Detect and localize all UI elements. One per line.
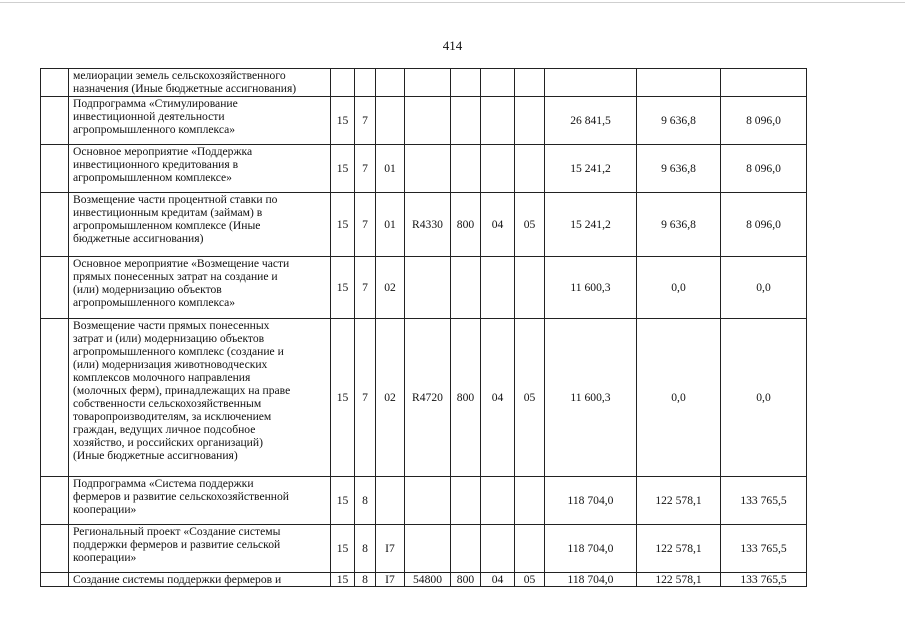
expense-direction-code-cell: R4720 [405,319,451,477]
row-name-line: агропромышленного комплекс (создание и [73,345,284,358]
row-name-line: агропромышленном комплексе (Иные [73,219,261,232]
state-program-code-cell [331,69,355,97]
year-1-amount-cell: 15 241,2 [545,145,637,193]
expense-type-code-cell: 800 [451,573,481,587]
year-2-amount-cell: 0,0 [637,257,721,319]
activity-code-cell [376,477,405,525]
year-2-amount-cell: 9 636,8 [637,193,721,257]
year-3-amount-cell: 0,0 [721,319,807,477]
row-name-line: (или) модернизация животноводческих [73,358,268,371]
section-code-cell [481,97,515,145]
row-name-line: Основное мероприятие «Поддержка [73,145,253,158]
row-name-line: инвестиционным кредитам (займам) в [73,206,263,219]
row-name-cell [69,477,331,525]
year-1-amount-cell: 118 704,0 [545,477,637,525]
subprogram-code-cell: 8 [355,573,376,587]
table-row [41,193,807,257]
subprogram-code-cell: 7 [355,257,376,319]
row-number-cell [41,145,69,193]
year-1-amount-cell: 118 704,0 [545,573,637,587]
activity-code-cell: 02 [376,257,405,319]
state-program-code-cell: 15 [331,525,355,573]
row-name-cell [69,145,331,193]
expense-type-code-cell [451,69,481,97]
row-name-line: Возмещение части процентной ставки по [73,193,278,206]
section-code-cell [481,477,515,525]
row-name-line: агропромышленном комплексе» [73,171,232,184]
table-row [41,69,807,97]
year-2-amount-cell: 0,0 [637,319,721,477]
year-1-amount-cell: 11 600,3 [545,319,637,477]
row-name-cell [69,97,331,145]
year-1-amount-cell: 15 241,2 [545,193,637,257]
section-code-cell: 04 [481,573,515,587]
expense-direction-code-cell [405,257,451,319]
activity-code-cell: 01 [376,193,405,257]
row-number-cell [41,69,69,97]
row-name-line: (или) модернизацию объектов [73,283,222,296]
row-number-cell [41,477,69,525]
expense-direction-code-cell [405,525,451,573]
subprogram-code-cell [355,69,376,97]
row-name-line: бюджетные ассигнования) [73,232,204,245]
state-program-code-cell: 15 [331,477,355,525]
row-name-line: мелиорации земель сельскохозяйственного [73,69,286,82]
year-3-amount-cell: 8 096,0 [721,97,807,145]
activity-code-cell [376,97,405,145]
row-name-line: Возмещение части прямых понесенных [73,319,270,332]
row-name-line: кооперации» [73,551,137,564]
expense-type-code-cell: 800 [451,319,481,477]
row-number-cell [41,319,69,477]
table-row [41,477,807,525]
row-name-line: (молочных ферм), принадлежащих на праве [73,384,291,397]
expense-direction-code-cell [405,145,451,193]
row-name-cell [69,69,331,97]
table-row [41,145,807,193]
subsection-code-cell [515,145,545,193]
activity-code-cell: 01 [376,145,405,193]
expense-type-code-cell: 800 [451,193,481,257]
state-program-code-cell: 15 [331,97,355,145]
subsection-code-cell [515,477,545,525]
activity-code-cell: I7 [376,525,405,573]
subsection-code-cell: 05 [515,319,545,477]
row-name-cell [69,525,331,573]
activity-code-cell: 02 [376,319,405,477]
row-name-line: агропромышленного комплекса» [73,296,236,309]
subprogram-code-cell: 8 [355,477,376,525]
state-program-code-cell: 15 [331,573,355,587]
table-row [41,319,807,477]
section-code-cell [481,257,515,319]
row-name-line: Подпрограмма «Система поддержки [73,477,254,490]
expense-direction-code-cell: 54800 [405,573,451,587]
year-3-amount-cell [721,69,807,97]
subprogram-code-cell: 7 [355,319,376,477]
row-name-line: инвестиционной деятельности [73,110,225,123]
scan-top-edge-line [0,2,905,3]
year-2-amount-cell: 122 578,1 [637,477,721,525]
row-name-line: кооперации» [73,503,137,516]
row-name-line: инвестиционного кредитования в [73,158,239,171]
expense-type-code-cell [451,257,481,319]
subprogram-code-cell: 8 [355,525,376,573]
year-2-amount-cell: 122 578,1 [637,573,721,587]
state-program-code-cell: 15 [331,257,355,319]
year-3-amount-cell: 133 765,5 [721,477,807,525]
activity-code-cell: I7 [376,573,405,587]
row-number-cell [41,97,69,145]
page-number: 414 [442,38,463,53]
row-number-cell [41,573,69,587]
row-name-line: Основное мероприятие «Возмещение части [73,257,290,270]
table-row [41,97,807,145]
subprogram-code-cell: 7 [355,145,376,193]
table-row [41,257,807,319]
state-program-code-cell: 15 [331,145,355,193]
year-3-amount-cell: 8 096,0 [721,193,807,257]
activity-code-cell [376,69,405,97]
row-name-cell [69,257,331,319]
year-3-amount-cell: 8 096,0 [721,145,807,193]
row-name-line: (Иные бюджетные ассигнования) [73,449,238,462]
table-row [41,573,807,587]
row-name-line: комплексов молочного направления [73,371,251,384]
expense-direction-code-cell [405,69,451,97]
year-3-amount-cell: 0,0 [721,257,807,319]
row-name-cell [69,193,331,257]
subsection-code-cell [515,525,545,573]
row-name-line: товаропроизводителям, за исключением [73,410,272,423]
subprogram-code-cell: 7 [355,97,376,145]
row-name-line: собственности сельскохозяйственным [73,397,262,410]
subsection-code-cell: 05 [515,193,545,257]
row-name-line: прямых понесенных затрат на создание и [73,270,278,283]
row-name-line: Создание системы поддержки фермеров и [73,573,282,586]
year-2-amount-cell: 122 578,1 [637,525,721,573]
expense-type-code-cell [451,477,481,525]
year-2-amount-cell: 9 636,8 [637,97,721,145]
row-name-line: граждан, ведущих личное подсобное [73,423,256,436]
year-2-amount-cell: 9 636,8 [637,145,721,193]
expense-direction-code-cell: R4330 [405,193,451,257]
expense-type-code-cell [451,525,481,573]
row-name-line: фермеров и развитие сельскохозяйственной [73,490,289,503]
section-code-cell [481,69,515,97]
year-3-amount-cell: 133 765,5 [721,525,807,573]
section-code-cell: 04 [481,193,515,257]
subsection-code-cell [515,257,545,319]
row-name-line: поддержки фермеров и развитие сельской [73,538,281,551]
expense-direction-code-cell [405,477,451,525]
subsection-code-cell [515,97,545,145]
expense-type-code-cell [451,145,481,193]
row-number-cell [41,193,69,257]
subprogram-code-cell: 7 [355,193,376,257]
row-name-line: хозяйство, и российских организаций) [73,436,263,449]
expense-type-code-cell [451,97,481,145]
year-1-amount-cell: 26 841,5 [545,97,637,145]
row-name-line: Региональный проект «Создание системы [73,525,281,538]
subsection-code-cell: 05 [515,573,545,587]
row-name-line: агропромышленного комплекса» [73,123,236,136]
subsection-code-cell [515,69,545,97]
row-name-cell [69,573,331,587]
section-code-cell [481,525,515,573]
section-code-cell [481,145,515,193]
budget-table [40,68,807,587]
year-1-amount-cell: 11 600,3 [545,257,637,319]
row-name-line: затрат и (или) модернизацию объектов [73,332,265,345]
row-number-cell [41,257,69,319]
year-1-amount-cell: 118 704,0 [545,525,637,573]
row-name-line: Подпрограмма «Стимулирование [73,97,238,110]
year-2-amount-cell [637,69,721,97]
table-row [41,525,807,573]
section-code-cell: 04 [481,319,515,477]
row-name-cell [69,319,331,477]
row-name-line: назначения (Иные бюджетные ассигнования) [73,82,297,95]
expense-direction-code-cell [405,97,451,145]
state-program-code-cell: 15 [331,193,355,257]
state-program-code-cell: 15 [331,319,355,477]
year-3-amount-cell: 133 765,5 [721,573,807,587]
year-1-amount-cell [545,69,637,97]
row-number-cell [41,525,69,573]
